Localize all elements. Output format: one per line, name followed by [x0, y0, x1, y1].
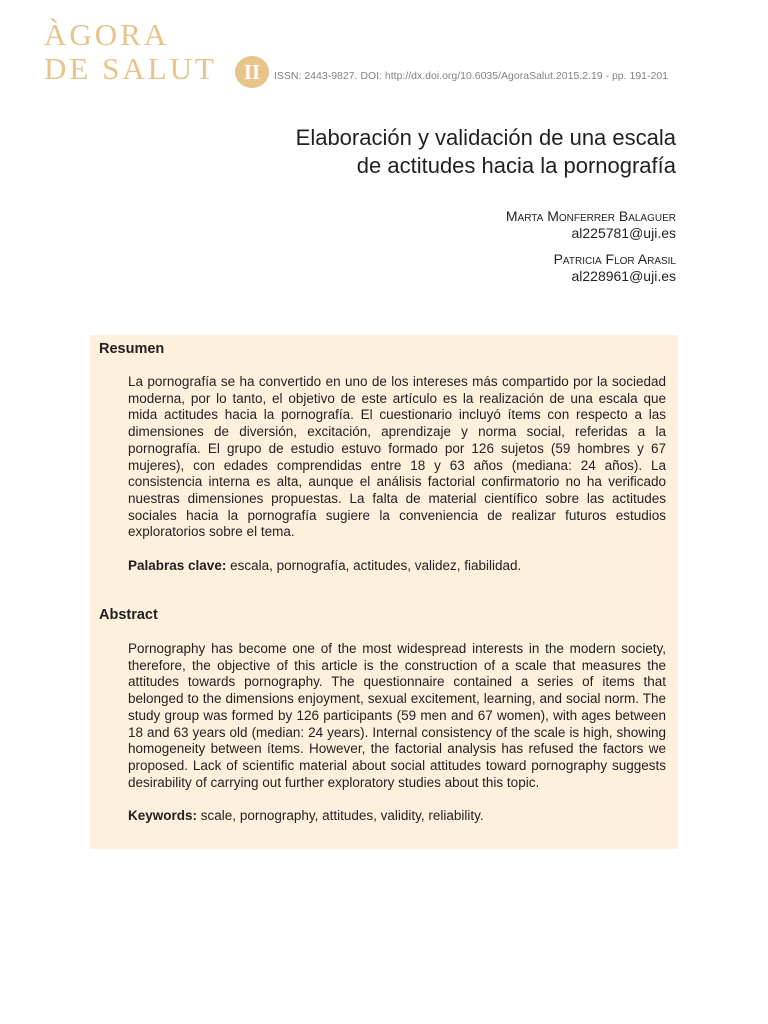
resumen-text: La pornografía se ha convertido en uno de los intereses más compartido por la sociedad moderna, por lo tanto, el objetivo de este artículo es la realización de una escala que mida actitudes hacia la pornografía. El cuestionario incluyó ítems con respecto a las dimensiones de diversión, excitación, aprendizaje y norma social, referidas a la pornografía. El grupo de estudio estuvo formado por 126 sujetos (59 hombres y 67 mujeres), con edades comprendidas entre 18 y 63 años (mediana: 24 años). La consistencia interna es alta, aunque el análisis factorial confirmatorio no ha verificado nuestras dimensiones propuestas. La falta de material científico sobre las actitudes sociales hacia la pornografía sugiere la conveniencia de realizar futuros estudios exploratorios sobre el tema.	[128, 374, 666, 540]
article-title-line2: de actitudes hacia la pornografía	[356, 153, 676, 178]
abstract-box	[90, 335, 678, 849]
issn-doi-line: ISSN: 2443-9827. DOI: http://dx.doi.org/10.6035/AgoraSalut.2015.2.19 - pp. 191-201	[274, 70, 669, 82]
resumen-keywords	[128, 558, 666, 573]
journal-title-line2: DE SALUT	[44, 51, 217, 86]
journal-title-line1: ÀGORA	[44, 17, 170, 52]
author-email: al228961@uji.es	[571, 268, 676, 284]
author-email: al225781@uji.es	[571, 225, 676, 241]
abstract-text: Pornography has become one of the most widespread interests in the modern society, therefore, the objective of this article is the construction of a scale that measures the attitudes towards pornography. The questionnaire contained a series of items that belonged to the dimensions enjoyment, sexual excitement, learning, and social norm. The study group was formed by 126 participants (59 men and 67 women), with ages between 18 and 63 years old (median: 24 years). Internal consistency of the scale is high, showing homogeneity between ítems. However, the factorial analysis has refused the factors we proposed. Lack of scientific material about social attitudes toward pornography suggests desirability of carrying out further exploratory studies about this topic.	[128, 641, 666, 790]
resumen-keywords-label: Palabras clave:	[128, 558, 227, 573]
abstract-heading: Abstract	[99, 607, 158, 623]
abstract-keywords-label: Keywords:	[128, 808, 198, 823]
journal-title	[44, 18, 217, 86]
abstract-keywords	[128, 808, 666, 823]
author-name: Patricia Flor Arasil	[553, 251, 676, 267]
volume-badge: II	[235, 56, 269, 88]
author-list	[276, 208, 676, 285]
author-entry	[276, 208, 676, 242]
author-entry	[276, 251, 676, 285]
article-title-line1: Elaboración y validación de una escala	[295, 125, 676, 150]
abstract-keywords-values: scale, pornography, attitudes, validity, reliability.	[200, 808, 484, 823]
resumen-keywords-values: escala, pornografía, actitudes, validez, fiabilidad.	[230, 558, 522, 573]
author-name: Marta Monferrer Balaguer	[505, 208, 676, 224]
resumen-heading: Resumen	[99, 341, 165, 357]
article-title	[216, 124, 676, 180]
